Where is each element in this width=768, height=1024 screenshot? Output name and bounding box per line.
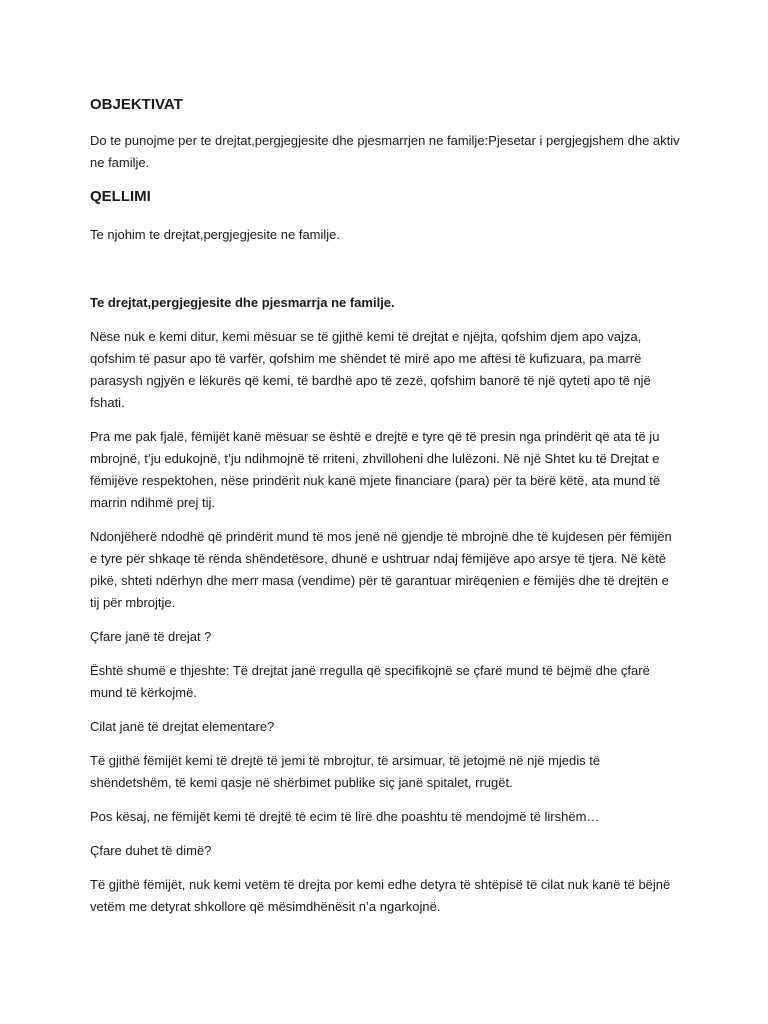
paragraph-state-intervention: Ndonjëherë ndodhë që prindërit mund të mos jenë në gjendje të mbrojnë dhe të kujdesen për fëmijën e tyre për shkaqe të rënda shëndetësore, dhunë e ushtruar ndaj fëmijëve apo arsye të tjera. Në këtë pikë, shteti ndërhyn dhe merr masa (vendime) për të garantuar mirëqenien e fëmijës dhe të drejtën e tij për mbrojtje. bbox=[90, 529, 672, 610]
paragraph-objectives: Do te punojme per te drejtat,pergjegjesite dhe pjesmarrjen ne familje:Pjesetar i pergjegjshem dhe aktiv ne familje. bbox=[90, 133, 680, 170]
subheading-rights: Te drejtat,pergjegjesite dhe pjesmarrja ne familje. bbox=[90, 295, 395, 310]
question-elementary-rights: Cilat janë të drejtat elementare? bbox=[90, 719, 275, 734]
paragraph-equal-rights: Nëse nuk e kemi ditur, kemi mësuar se të gjithë kemi të drejtat e njëjta, qofshim djem apo vajza, qofshim të pasur apo të varfër, qofshim me shëndet të mirë apo me aftësi të kufizuara, pa marrë parasysh ngjyën e lëkurës që kemi, të bardhë apo të zezë, qofshim banorë të një qyteti apo të një fshati. bbox=[90, 329, 651, 410]
heading-qellimi: QELLIMI bbox=[90, 188, 151, 205]
paragraph-goal: Te njohim te drejtat,pergjegjesite ne familje. bbox=[90, 227, 341, 242]
question-what-to-know: Çfare duhet të dimë? bbox=[90, 843, 212, 858]
paragraph-parents-duty: Pra me pak fjalë, fëmijët kanë mësuar se është e drejtë e tyre që të presin nga prindërit që ata të ju mbrojnë, t’ju edukojnë, t’ju ndihmojnë të rriteni, zhvilloheni dhe lulëzoni. Në një Shtet ku të Drejtat e fëmijëve respektohen, nëse prindërit nuk kanë mjete financiare (para) për ta bërë këtë, ata mund të marrin ndihmë prej tij. bbox=[90, 429, 661, 510]
paragraph-rights-definition: Është shumë e thjeshte: Të drejtat janë rregulla që specifikojnë se çfarë mund të bëjmë dhe çfarë mund të kërkojmë. bbox=[90, 663, 650, 700]
document-page bbox=[90, 94, 680, 918]
heading-objektivat: OBJEKTIVAT bbox=[90, 96, 183, 113]
paragraph-duties: Të gjithë fëmijët, nuk kemi vetëm të drejta por kemi edhe detyra të shtëpisë të cilat nuk kanë të bëjnë vetëm me detyrat shkollore që mësimdhënësit n’a ngarkojnë. bbox=[90, 877, 671, 914]
paragraph-elementary-rights: Të gjithë fëmijët kemi të drejtë të jemi të mbrojtur, të arsimuar, të jetojmë në një mjedis të shëndetshëm, të kemi qasje në shërbimet publike siç janë spitalet, rrugët. bbox=[90, 753, 601, 790]
paragraph-freedom: Pos kësaj, ne fëmijët kemi të drejtë të ecim të lirë dhe poashtu të mendojmë të lirshëm… bbox=[90, 809, 600, 824]
question-what-are-rights: Çfare janë të drejat ? bbox=[90, 629, 212, 644]
